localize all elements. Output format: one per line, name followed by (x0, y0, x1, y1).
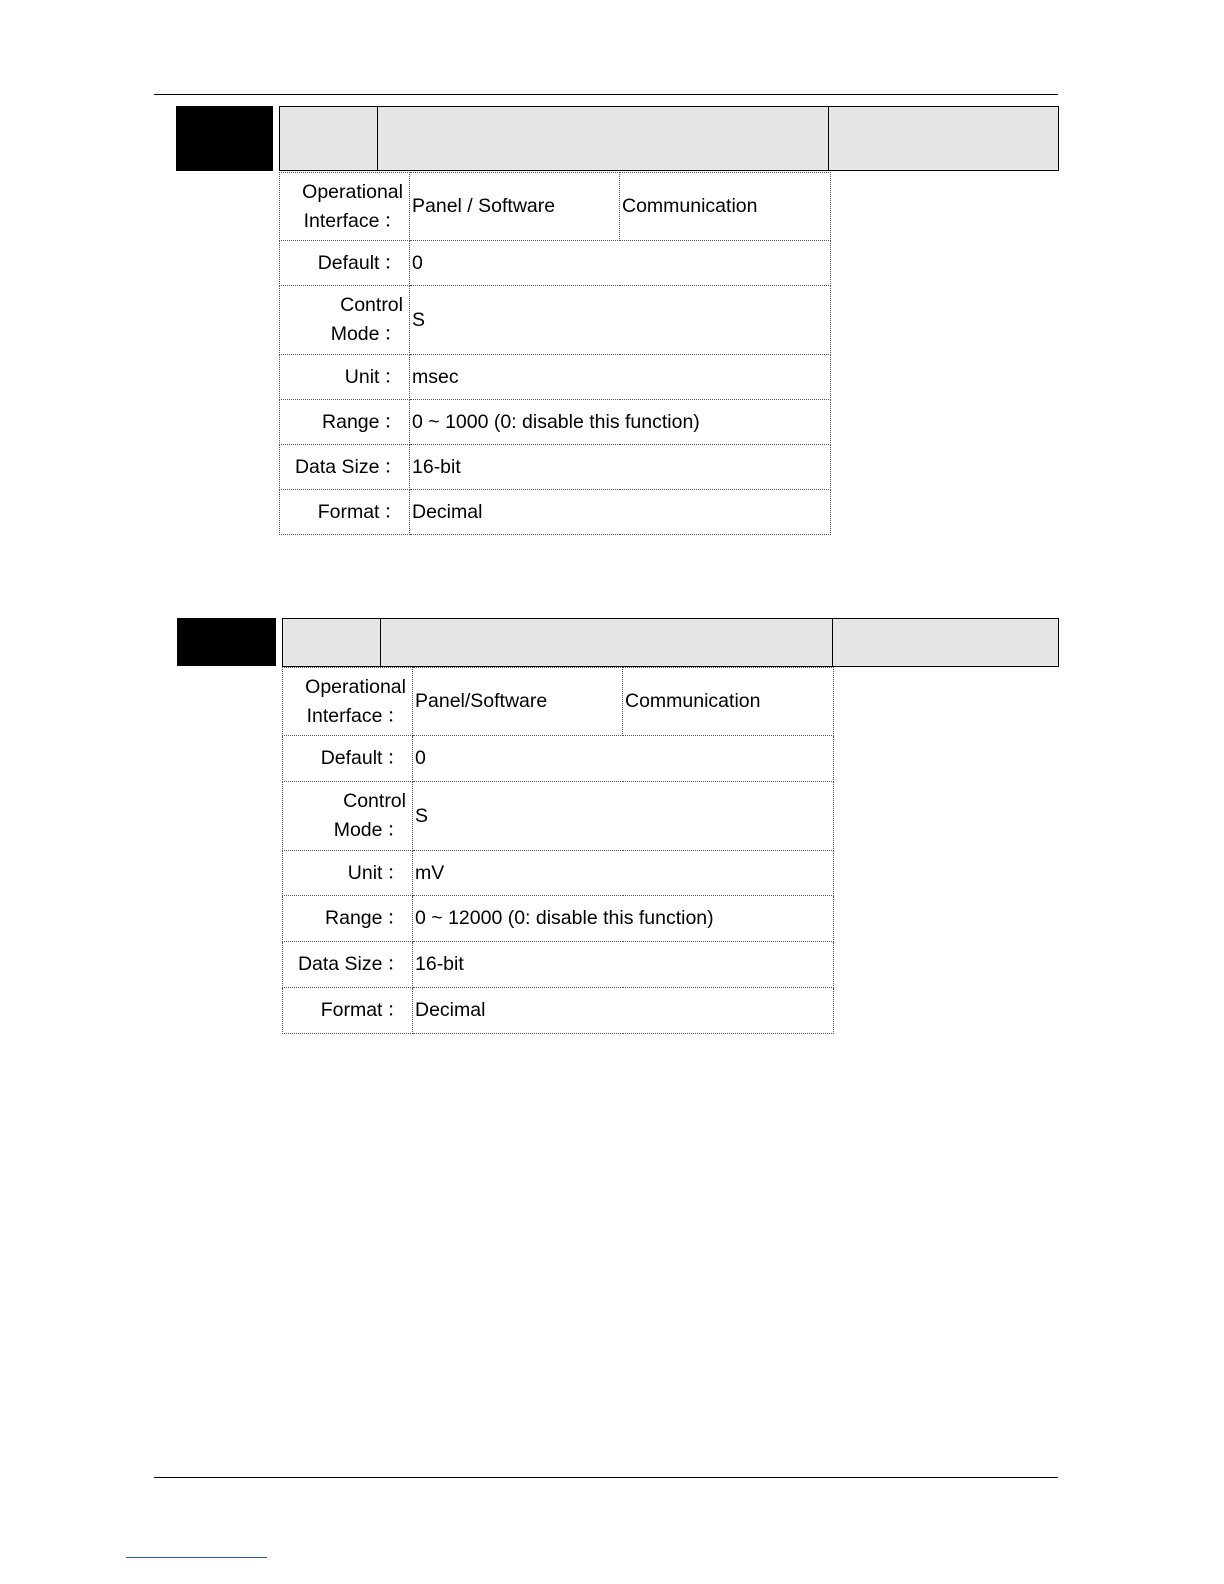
row-value: S (413, 782, 834, 851)
row-label: Operational Interface ： (280, 173, 410, 241)
table-row (280, 355, 831, 400)
row-label: Control Mode ： (280, 286, 410, 355)
row-value: msec (410, 355, 831, 400)
row-label: Default ： (280, 241, 410, 286)
parameter-header-bar (282, 618, 1059, 667)
row-value: mV (413, 851, 834, 896)
table-row (280, 400, 831, 445)
row-value: 0 (413, 736, 834, 782)
row-label: Default ： (283, 736, 413, 782)
table-row (280, 286, 831, 355)
row-label: Range ： (280, 400, 410, 445)
table-row (280, 490, 831, 535)
footer-link-underline[interactable] (126, 1557, 267, 1558)
table-row (280, 241, 831, 286)
parameter-header-bar (279, 106, 1059, 171)
parameter-table (282, 667, 834, 1034)
table-row (280, 173, 831, 241)
row-value: Decimal (413, 988, 834, 1034)
row-label: Range ： (283, 896, 413, 942)
row-value: 0 (410, 241, 831, 286)
row-label: Format ： (280, 490, 410, 535)
table-row (283, 896, 834, 942)
footer-rule (154, 1477, 1058, 1478)
row-value: 16-bit (413, 942, 834, 988)
row-value: 0 ~ 12000 (0: disable this function) (413, 896, 834, 942)
table-row (283, 851, 834, 896)
table-row (283, 942, 834, 988)
parameter-code-tab (177, 618, 276, 666)
row-label: Data Size ： (280, 445, 410, 490)
table-row (283, 782, 834, 851)
header-rule (154, 94, 1058, 95)
row-value: Decimal (410, 490, 831, 535)
row-label: Unit ： (280, 355, 410, 400)
row-value: 16-bit (410, 445, 831, 490)
row-value: Communication (620, 173, 831, 241)
row-label: Unit ： (283, 851, 413, 896)
table-row (283, 988, 834, 1034)
table-row (280, 445, 831, 490)
row-value: Panel / Software (410, 173, 620, 241)
row-label: Control Mode ： (283, 782, 413, 851)
row-value: Panel/Software (413, 668, 623, 736)
row-value: Communication (623, 668, 834, 736)
row-label: Format ： (283, 988, 413, 1034)
row-value: S (410, 286, 831, 355)
row-label: Data Size ： (283, 942, 413, 988)
parameter-code-tab (176, 106, 273, 171)
parameter-table (279, 172, 831, 535)
table-row (283, 736, 834, 782)
row-label: Operational Interface ： (283, 668, 413, 736)
table-row (283, 668, 834, 736)
row-value: 0 ~ 1000 (0: disable this function) (410, 400, 831, 445)
